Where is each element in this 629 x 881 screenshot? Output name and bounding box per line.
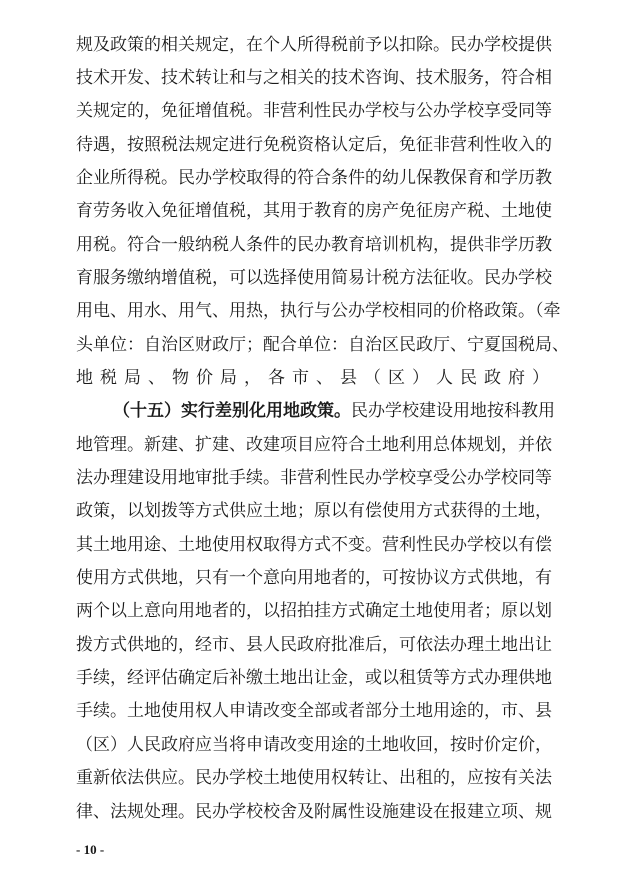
text-line: 拨方式供地的，经市、县人民政府批准后，可依法办理土地出让 bbox=[76, 635, 552, 655]
text-line: 技术开发、技术转让和与之相关的技术咨询、技术服务，符合相 bbox=[76, 68, 552, 88]
text-line: 使用方式供地，只有一个意向用地者的，可按协议方式供地，有 bbox=[76, 568, 552, 588]
text-line: 手续。土地使用权人申请改变全部或者部分土地用途的，市、县 bbox=[76, 701, 552, 721]
text-line: 律、法规处理。民办学校校舍及附属性设施建设在报建立项、规 bbox=[76, 802, 552, 822]
text-line: 政策，以划拨等方式供应土地；原以有偿使用方式获得的土地， bbox=[76, 501, 552, 521]
text-line: 手续，经评估确定后补缴土地出让金，或以租赁等方式办理供地 bbox=[76, 668, 552, 688]
text-line: 用电、用水、用气、用热，执行与公办学校相同的价格政策。（牵 bbox=[76, 301, 561, 321]
text-line: （区）人民政府应当将申请改变用途的土地收回，按时价定价， bbox=[76, 735, 552, 755]
text-line: 用税。符合一般纳税人条件的民办教育培训机构，提供非学历教 bbox=[76, 235, 552, 255]
text-line: 育服务缴纳增值税，可以选择使用简易计税方法征收。民办学校 bbox=[76, 268, 552, 288]
section-heading-line bbox=[113, 398, 555, 424]
text-line: 重新依法供应。民办学校土地使用权转让、出租的，应按有关法 bbox=[76, 768, 552, 788]
text-line: 待遇，按照税法规定进行免税资格认定后，免征非营利性收入的 bbox=[76, 135, 552, 155]
text-line: 法办理建设用地审批手续。非营利性民办学校享受公办学校同等 bbox=[76, 468, 552, 488]
text-line: 关规定的，免征增值税。非营利性民办学校与公办学校享受同等 bbox=[76, 101, 552, 121]
text-line: 其土地用途、土地使用权取得方式不变。营利性民办学校以有偿 bbox=[76, 535, 552, 555]
text-line: 地管理。新建、扩建、改建项目应符合土地利用总体规划，并依 bbox=[76, 435, 552, 455]
text-line: 育劳务收入免征增值税，其用于教育的房产免征房产税、土地使 bbox=[76, 201, 552, 221]
section-heading: （十五）实行差别化用地政策。 bbox=[113, 401, 351, 421]
text-line: 地税局、物价局，各市、县（区）人民政府） bbox=[76, 368, 556, 388]
page-number: - 10 - bbox=[76, 842, 105, 857]
text-line: 规及政策的相关规定，在个人所得税前予以扣除。民办学校提供 bbox=[76, 35, 552, 55]
text-line: 头单位：自治区财政厅；配合单位：自治区民政厅、宁夏国税局、 bbox=[76, 335, 569, 355]
text-line: 企业所得税。民办学校取得的符合条件的幼儿保教保育和学历教 bbox=[76, 168, 552, 188]
text-line: 两个以上意向用地者的，以招拍挂方式确定土地使用者；原以划 bbox=[76, 601, 552, 621]
section-text: 民办学校建设用地按科教用 bbox=[351, 401, 555, 421]
